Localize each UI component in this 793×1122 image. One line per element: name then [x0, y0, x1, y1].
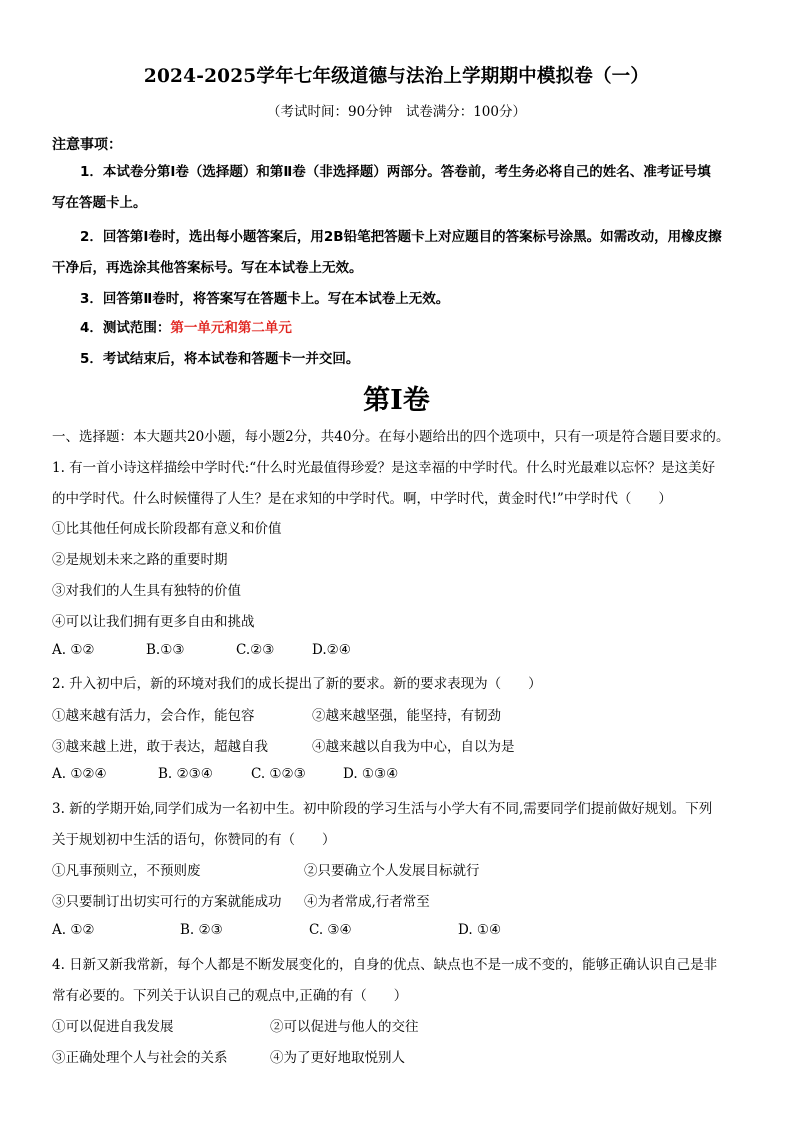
notice-item-2: 2．回答第Ⅰ卷时，选出每小题答案后，用2B铅笔把答题卡上对应题目的答案标号涂黑。如需改动，用橡皮擦 — [80, 229, 722, 245]
question-3-stem-cont: 关于规划初中生活的语句，你赞同的有（ ） — [52, 832, 336, 848]
question-4-stem-cont: 常有必要的。下列关于认识自己的观点中,正确的有（ ） — [52, 988, 408, 1004]
choice-b: B. ②③ — [180, 922, 223, 938]
question-1-stem: 1. 有一首小诗这样描绘中学时代:“什么时光最值得珍爱？是这幸福的中学时代。什么时光最难以忘怀？是这美好 — [52, 460, 716, 476]
choice-c: C. ①②③ — [251, 766, 306, 782]
question-3-statement: ③只要制订出切实可行的方案就能成功 — [52, 894, 282, 910]
notice-item-1: 1．本试卷分第Ⅰ卷（选择题）和第Ⅱ卷（非选择题）两部分。答卷前，考生务必将自己的姓名、准考证号填 — [80, 164, 711, 180]
choice-a: A. ①② — [52, 922, 95, 938]
question-4-stem: 4. 日新又新我常新，每个人都是不断发展变化的，自身的优点、缺点也不是一成不变的，能够正确认识自己是非 — [52, 957, 718, 973]
question-1-statement: ④可以让我们拥有更多自由和挑战 — [52, 614, 255, 630]
choice-d: D. ①③④ — [343, 766, 399, 782]
question-4-statement: ③正确处理个人与社会的关系 — [52, 1050, 228, 1066]
choice-c: C.②③ — [236, 642, 275, 658]
question-4-statement: ④为了更好地取悦别人 — [270, 1050, 405, 1066]
choice-b: B. ②③④ — [158, 766, 213, 782]
notice-item-4-label: 4．测试范围： — [80, 320, 171, 336]
notice-item-1-cont: 写在答题卡上。 — [52, 195, 147, 211]
exam-title: 2024-2025学年七年级道德与法治上学期期中模拟卷（一） — [143, 66, 650, 87]
question-2-statement: ③越来越上进，敢于表达，超越自我 — [52, 739, 268, 755]
question-1-statement: ②是规划未来之路的重要时期 — [52, 552, 228, 568]
question-2-statement: ①越来越有活力，会合作，能包容 — [52, 708, 255, 724]
question-3-stem: 3. 新的学期开始,同学们成为一名初中生。初中阶段的学习生活与小学大有不同,需要同学们提前做好规划。下列 — [52, 801, 713, 817]
question-1-stem-cont: 的中学时代。什么时候懂得了人生？是在求知的中学时代。啊，中学时代，黄金时代!”中学时代（ ） — [52, 491, 672, 507]
question-1-statement: ①比其他任何成长阶段都有意义和价值 — [52, 521, 282, 537]
question-3-statement: ②只要确立个人发展目标就行 — [304, 863, 480, 879]
choice-d: D. ①④ — [458, 922, 502, 938]
question-1-statement: ③对我们的人生具有独特的价值 — [52, 583, 241, 599]
question-3-statement: ④为者常成,行者常至 — [304, 894, 430, 910]
question-2-stem: 2. 升入初中后，新的环境对我们的成长提出了新的要求。新的要求表现为（ ） — [52, 676, 542, 692]
section-title: 第I卷 — [363, 385, 430, 416]
test-range: 第一单元和第二单元 — [170, 320, 292, 336]
question-3-statement: ①凡事预则立，不预则废 — [52, 863, 201, 879]
choice-b: B.①③ — [146, 642, 185, 658]
notice-item-5: 5．考试结束后，将本试卷和答题卡一并交回。 — [80, 351, 360, 367]
notice-item-3: 3．回答第Ⅱ卷时，将答案写在答题卡上。写在本试卷上无效。 — [80, 291, 450, 307]
choice-a: A. ①② — [52, 642, 95, 658]
notice-item-2-cont: 干净后，再选涂其他答案标号。写在本试卷上无效。 — [52, 260, 363, 276]
choice-d: D.②④ — [312, 642, 351, 658]
exam-subtitle: （考试时间：90分钟 试卷满分：100分） — [267, 104, 526, 120]
notice-heading: 注意事项： — [52, 137, 122, 153]
question-4-statement: ②可以促进与他人的交往 — [270, 1019, 419, 1035]
question-2-statement: ④越来越以自我为中心，自以为是 — [312, 739, 515, 755]
question-2-statement: ②越来越坚强，能坚持，有韧劲 — [312, 708, 501, 724]
choice-a: A. ①②④ — [52, 766, 107, 782]
notice-item-4 — [52, 314, 742, 343]
choice-c: C. ③④ — [309, 922, 352, 938]
question-4-statement: ①可以促进自我发展 — [52, 1019, 174, 1035]
section-instruction: 一、选择题：本大题共20小题，每小题2分，共40分。在每小题给出的四个选项中，只有一项是符合题目要求的。 — [52, 429, 730, 445]
